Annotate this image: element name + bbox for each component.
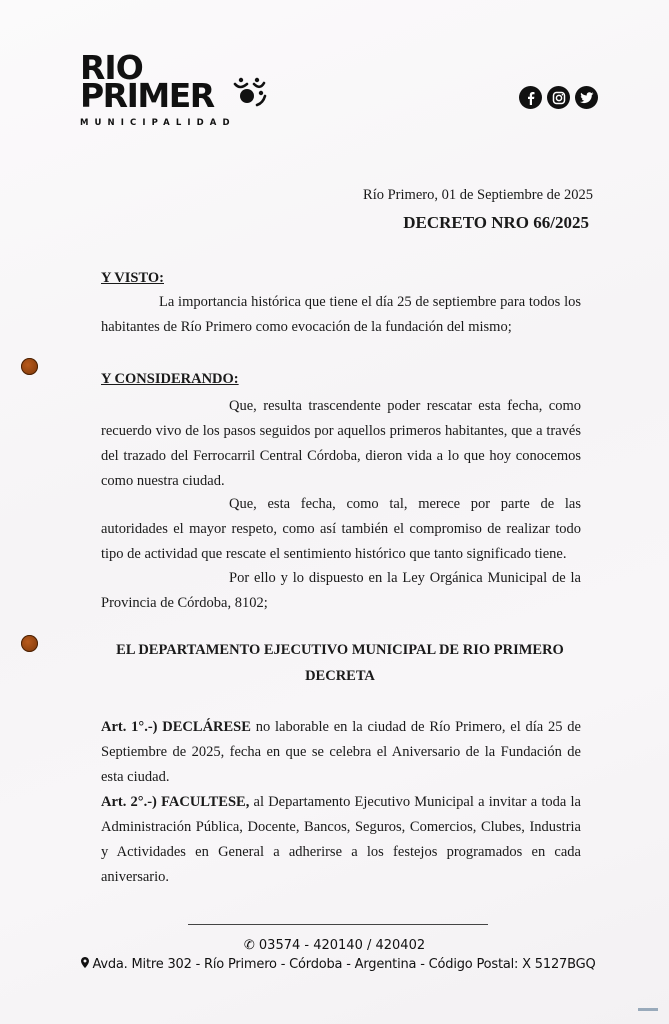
article-2-text: al Departamento Ejecutivo Municipal a invitar a toda la Administración Pública, Docente, Bancos, Seguros, Comercios, Clubes, Industria y Actividades en General a adherirse a los festejos programados en cada aniversario. (101, 794, 581, 885)
considerando-paragraph-2: Que, esta fecha, como tal, merece por parte de las autoridades el mayor respeto, como así también el compromiso de realizar todo tipo de actividad que rescate el sentimiento histórico que tanto significado tiene. (101, 496, 581, 562)
punch-hole-top (21, 358, 38, 375)
authority-heading: EL DEPARTAMENTO EJECUTIVO MUNICIPAL DE RIO PRIMERO (116, 642, 564, 658)
twitter-icon[interactable] (575, 86, 598, 109)
document-date: Río Primero, 01 de Septiembre de 2025 (363, 187, 593, 203)
punch-hole-bottom (21, 635, 38, 652)
article-1-keyword: DECLÁRESE (162, 719, 251, 735)
footer-phone (0, 938, 669, 953)
considerando-heading: Y CONSIDERANDO: (101, 371, 239, 387)
scanner-watermark-mark (638, 1008, 658, 1011)
article-2-label: Art. 2°.-) (101, 794, 157, 810)
article-1-label: Art. 1°.-) (101, 719, 158, 735)
municipality-logo (80, 48, 236, 128)
scanner-watermark (638, 1008, 660, 1017)
considerando-paragraph-1: Que, resulta trascendente poder rescatar esta fecha, como recuerdo vivo de los pasos seguidos por aquellos primeros habitantes, que a través del trazado del Ferrocarril Central Córdoba, dieron vida a lo que hoy conocemos como nuestra ciudad. (101, 398, 581, 489)
people-circle-logo-icon (230, 72, 270, 112)
article-2-keyword: FACULTESE, (161, 794, 250, 810)
instagram-icon[interactable] (547, 86, 570, 109)
logo-subtitle: MUNICIPALIDAD (80, 118, 236, 128)
article-2 (101, 790, 581, 890)
social-icons (519, 86, 598, 109)
location-pin-icon (81, 957, 89, 968)
address-text: Avda. Mitre 302 - Río Primero - Córdoba - Argentina - Código Postal: X 5127BGQ (92, 957, 596, 972)
phone-icon: ✆ (243, 938, 255, 953)
footer-divider (188, 924, 488, 925)
logo-text-rio: RIO (80, 48, 143, 87)
visto-heading: Y VISTO: (101, 270, 164, 286)
article-1 (101, 715, 581, 790)
decreta-heading: DECRETA (305, 668, 375, 684)
article-1-text: no laborable en la ciudad de Río Primero, el día 25 de Septiembre de 2025, fecha en que se celebra el Aniversario de la Fundación de esta ciudad. (101, 719, 581, 785)
footer-address (0, 957, 669, 972)
logo-text-primer: PRIMER (80, 76, 214, 115)
considerando-paragraph-3: Por ello y lo dispuesto en la Ley Orgánica Municipal de la Provincia de Córdoba, 8102; (101, 570, 581, 611)
facebook-icon[interactable] (519, 86, 542, 109)
phone-number: 03574 - 420140 / 420402 (258, 938, 426, 953)
decree-number: DECRETO NRO 66/2025 (403, 213, 589, 232)
visto-paragraph: La importancia histórica que tiene el día 25 de septiembre para todos los habitantes de Río Primero como evocación de la fundación del mismo; (101, 294, 581, 335)
